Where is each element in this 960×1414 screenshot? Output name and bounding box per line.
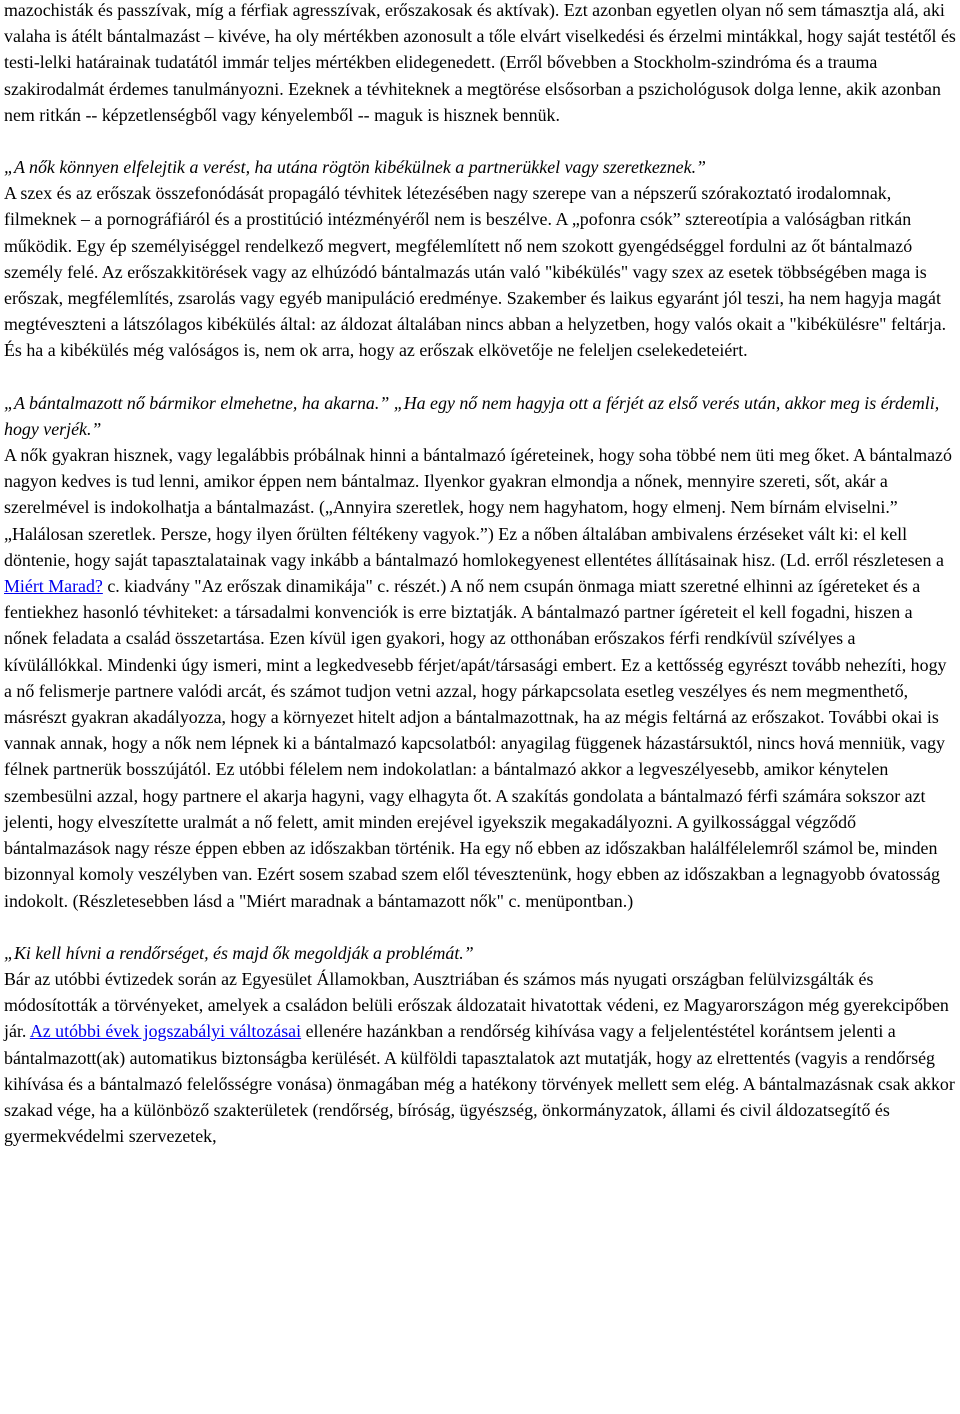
myth-quote-police: „Ki kell hívni a rendőrséget, és majd ők megoldják a problémát.” <box>4 942 474 963</box>
myth-text-leaving-part1: A nők gyakran hisznek, vagy legalábbis próbálnak hinni a bántalmazó ígéreteinek, hogy soha többé nem üti meg őket. A bántalmazó nagyon kedves is tud lenni, amikor éppen nem bántalmaz. Ilyenkor gyakran elmondja a nőnek, mennyire szereti, sőt, akár a szerelmével is indokolhatja a bántalmazást. („Annyira szeretlek, hogy nem hagyhatom, hogy elmenj. Nem bírnám elviselni.” „Halálosan szeretlek. Persze, hogy ilyen őrülten féltékeny vagyok.”) Ez a nőben általában ambivalens érzéseket vált ki: el kell döntenie, hogy saját tapasztalatainak vagy inkább a bántalmazó homlokegyenest ellentétes állításainak hisz. (Ld. erről részletesen a <box>4 445 952 570</box>
myth-section-reconciliation <box>4 154 957 364</box>
paragraph-gap <box>4 128 957 154</box>
myth-quote-reconciliation: „A nők könnyen elfelejtik a verést, ha utána rögtön kibékülnek a partnerükkel vagy szeretkeznek.” <box>4 157 706 178</box>
link-legal-changes[interactable]: Az utóbbi évek jogszabályi változásai <box>29 1021 302 1042</box>
paragraph-intro-text: mazochisták és passzívak, míg a férfiak agresszívak, erőszakosak és aktívak). Ezt azonban egyetlen olyan nő sem támasztja alá, aki valaha is átélt bántalmazást – kivéve, ha oly mértékben azonosult a tőle elvárt viselkedési és érzelmi mintákkal, hogy saját testétől és testi-lelki határainak tudatától immár teljes mértékben elidegenedett. (Erről bővebben a Stockholm-szindróma és a trauma szakirodalmát érdemes tanulmányozni. Ezeknek a tévhiteknek a megtörése elsősorban a pszichológusok dolga lenne, akik azonban nem ritkán -- képzetlenségből vagy kényelemből -- maguk is hisznek bennük. <box>4 0 956 125</box>
paragraph-gap <box>4 364 957 390</box>
myth-text-leaving-part2: c. kiadvány "Az erőszak dinamikája" c. részét.) A nő nem csupán önmaga miatt szeretné elhinni az ígéreteket és a fentiekhez hasonló tévhiteket: a társadalmi konvenciók is erre biztatják. A bántalmazó partner ígéreteit el kell fogadni, hiszen a nőnek feladata a család összetartása. Ezen kívül igen gyakori, hogy az otthonában erőszakos férfi rendkívül szívélyes a kívülállókkal. Mindenki úgy ismeri, mint a legkedvesebb férjet/apát/társasági embert. Ez a kettősség egyrészt tovább nehezíti, hogy a nő felismerje partnere valódi arcát, és számot tudjon vetni azzal, hogy párkapcsolata esetleg veszélyes és nem megmenthető, másrészt gyakran akadályozza, hogy a környezet hitelt adjon a bántalmazottnak, ha az mégis feltárná az erőszakot. További okai is vannak annak, hogy a nők nem lépnek ki a bántalmazó kapcsolatból: anyagilag függenek házastársuktól, nincs hová menniük, vagy félnek partnerük bosszújától. Ez utóbbi félelem nem indokolatlan: a bántalmazó akkor a legveszélyesebb, amikor kénytelen szembesülni azzal, hogy partnere el akarja hagyni, vagy elhagyta őt. A szakítás gondolata a bántalmazó férfi számára sokszor azt jelenti, hogy elveszítette uralmát a nő felett, amit minden erejével igyekszik megakadályozni. A gyilkossággal végződő bántalmazások nagy része éppen ebben az időszakban történik. Ha egy nő ebben az időszakban halálfélelemről számol be, minden bizonnyal komoly veszélyben van. Ezért sosem szabad szem elől tévesztenünk, hogy ebben az időszakban a legnagyobb óvatosság indokolt. (Részletesebben lásd a "Miért maradnak a bántamazott nők" c. menüpontban.) <box>4 576 947 911</box>
myth-text-police-part2: ellenére hazánkban a rendőrség kihívása vagy a feljelentéstétel korántsem jelenti a bántalmazott(ak) automatikus biztonságba kerülését. A külföldi tapasztalatok azt mutatják, hogy az elrettentés (vagyis a rendőrség kihívása és a bántalmazó felelősségre vonása) önmagában még a hatékony törvények mellett sem elég. A bántalmazásnak csak akkor szakad vége, ha a különböző szakterületek (rendőrség, bíróság, ügyészség, önkormányzatok, állami és civil áldozatsegítő és gyermekvédelmi szervezetek, <box>4 1021 955 1147</box>
paragraph-gap <box>4 914 957 940</box>
myth-text-police-part1: Bár az utóbbi évtizedek során az Egyesület Államokban, Ausztriában és számos más nyugati országban felülvizsgálták és módosították a törvényeket, amelyek a családon belüli erőszak áldozatait hivatottak védeni, ez Magyarországon még gyerekcipőben jár. <box>4 968 949 1042</box>
myth-quote-leaving: „A bántalmazott nő bármikor elmehetne, ha akarna.” „Ha egy nő nem hagyja ott a férjét az első verés után, akkor meg is érdemli, hogy verjék.” <box>4 392 940 439</box>
myth-section-leaving <box>4 390 957 914</box>
link-miert-marad[interactable]: Miért Marad? <box>4 576 103 597</box>
paragraph-intro <box>4 0 957 128</box>
myth-section-police <box>4 940 957 1150</box>
myth-text-reconciliation: A szex és az erőszak összefonódását propagáló tévhitek létezésében nagy szerepe van a népszerű szórakoztató irodalomnak, filmeknek – a pornográfiáról és a prostitúció intézményéről nem is beszélve. A „pofonra csók” sztereotípia a valóságban ritkán működik. Egy ép személyiséggel rendelkező megvert, megfélemlített nő nem szokott gyengédséggel fordulni az őt bántalmazó személy felé. Az erőszakkitörések vagy az elhúzódó bántalmazás után való "kibékülés" vagy szex az esetek többségében maga is erőszak, megfélemlítés, zsarolás vagy egyéb manipuláció eredménye. Szakember és laikus egyaránt jól teszi, ha nem hagyja magát megtéveszteni a látszólagos kibékülés által: az áldozat általában nincs abban a helyzetben, hogy valós okait a "kibékülésre" feltárja. És ha a kibékülés még valóságos is, nem ok arra, hogy az erőszak elkövetője ne feleljen cselekedeteiért. <box>4 183 947 361</box>
